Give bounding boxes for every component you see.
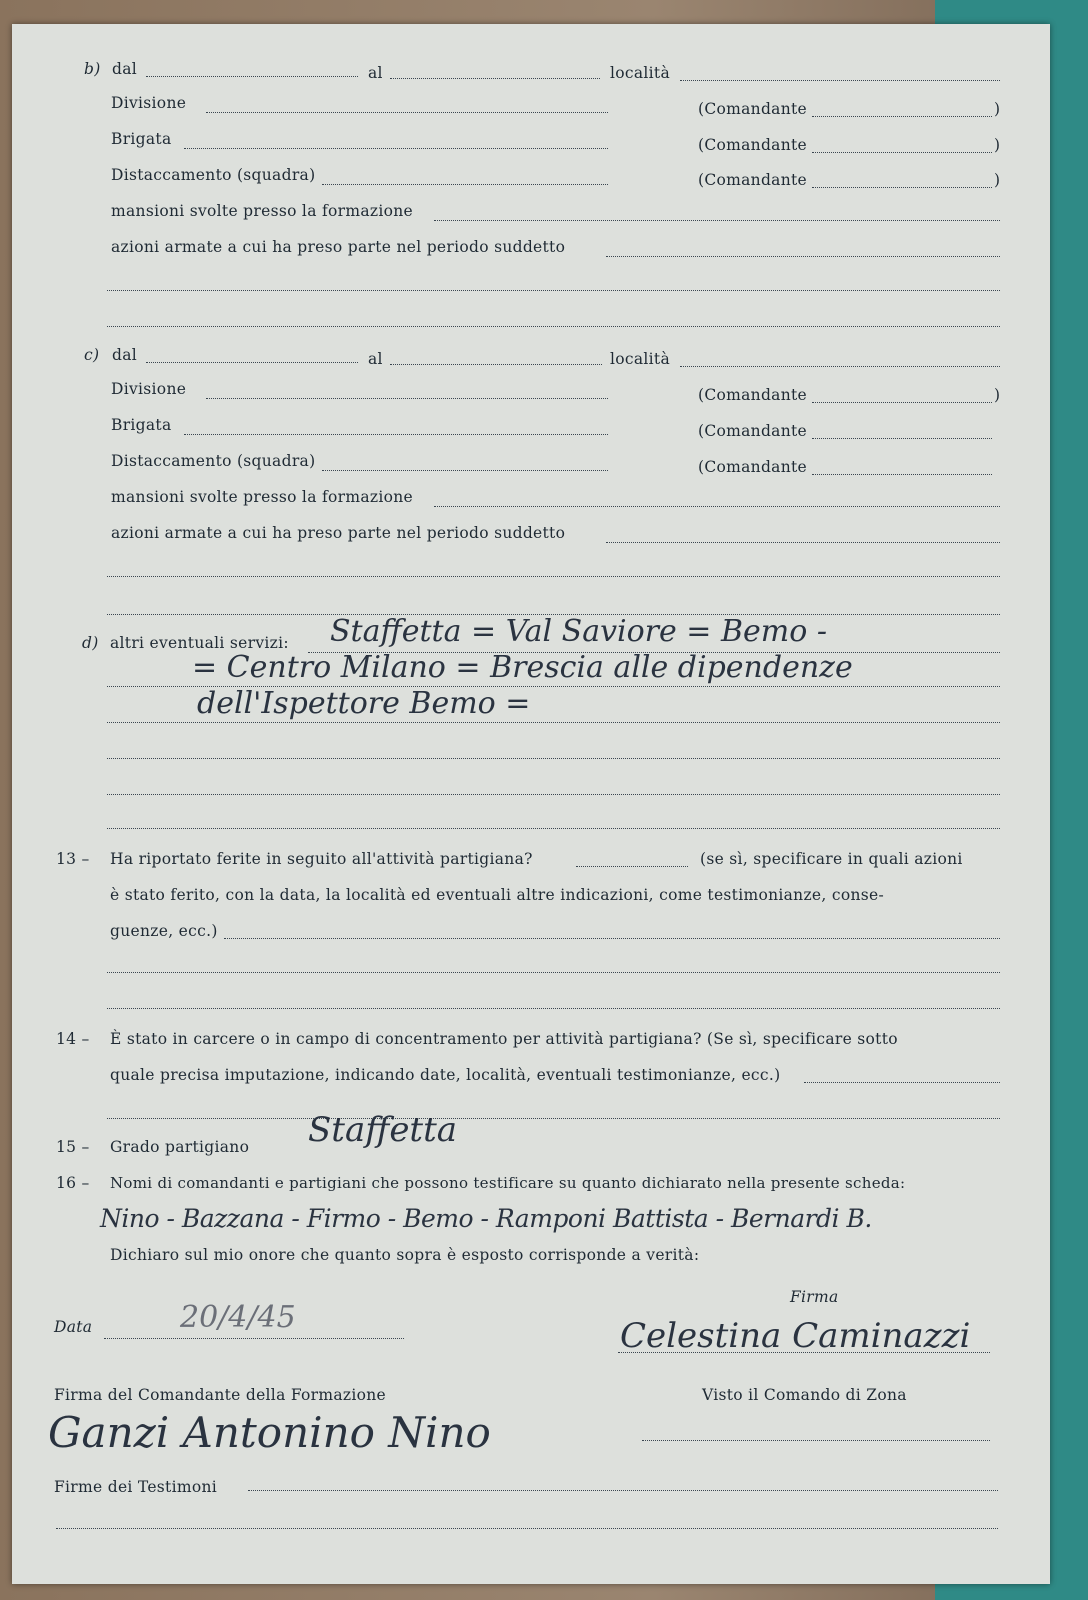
section-c-brigata-comandante-label: (Comandante <box>698 422 808 440</box>
q13-details-line-2[interactable] <box>107 972 1000 973</box>
q15-answer: Staffetta <box>308 1110 458 1150</box>
section-c-azioni-label: azioni armate a cui ha preso parte nel periodo suddetto <box>111 524 566 542</box>
section-c-dal-label: dal <box>112 346 138 364</box>
section-c-distaccamento-field[interactable] <box>322 470 608 471</box>
q13-number: 13 – <box>56 850 90 868</box>
q14-answer-field[interactable] <box>804 1082 1000 1083</box>
section-c-letter: c) <box>84 346 100 364</box>
section-b-distaccamento-comandante-field[interactable] <box>812 187 992 188</box>
section-b-azioni-line-3[interactable] <box>107 326 1000 327</box>
section-c-distaccamento-comandante-label: (Comandante <box>698 458 808 476</box>
section-b-al-field[interactable] <box>390 78 600 79</box>
q13-line-2: è stato ferito, con la data, la località ed eventuali altre indicazioni, come testimonianze, conse- <box>110 886 885 904</box>
section-b-mansioni-field[interactable] <box>434 220 1000 221</box>
q14-answer-line-2[interactable] <box>107 1118 1000 1119</box>
visto-comando-zona-field[interactable] <box>642 1440 990 1441</box>
q15-number: 15 – <box>56 1138 90 1156</box>
section-b-divisione-label: Divisione <box>111 94 187 112</box>
section-c-distaccamento-comandante-field[interactable] <box>812 474 992 475</box>
section-b-brigata-comandante-label: (Comandante <box>698 136 808 154</box>
section-b-al-label: al <box>368 64 383 82</box>
section-b-localita-label: località <box>610 64 670 82</box>
section-d-letter: d) <box>82 634 99 652</box>
section-b-close-paren-1: ) <box>994 100 1001 118</box>
q14-question: È stato in carcere o in campo di concentramento per attività partigiana? (Se sì, specificare sotto <box>110 1030 898 1048</box>
q15-label: Grado partigiano <box>110 1138 250 1156</box>
section-b-divisione-comandante-field[interactable] <box>812 116 992 117</box>
q13-details-line-3[interactable] <box>107 1008 1000 1009</box>
section-b-azioni-label: azioni armate a cui ha preso parte nel periodo suddetto <box>111 238 566 256</box>
section-c-distaccamento-label: Distaccamento (squadra) <box>111 452 316 470</box>
section-b-distaccamento-label: Distaccamento (squadra) <box>111 166 316 184</box>
section-b-divisione-comandante-label: (Comandante <box>698 100 808 118</box>
data-label: Data <box>54 1318 93 1336</box>
form-sheet <box>12 24 1050 1584</box>
section-b-distaccamento-comandante-label: (Comandante <box>698 171 808 189</box>
q13-answer-field[interactable] <box>576 866 688 867</box>
firma-value: Celestina Caminazzi <box>620 1316 971 1356</box>
section-b-localita-field[interactable] <box>680 80 1000 81</box>
section-c-mansioni-field[interactable] <box>434 506 1000 507</box>
section-b-close-paren-3: ) <box>994 171 1001 189</box>
q16-label: Nomi di comandanti e partigiani che possono testificare su quanto dichiarato nella presente scheda: <box>110 1174 906 1192</box>
q13-line-3: guenze, ecc.) <box>110 922 218 940</box>
section-d-answer-line-2: = Centro Milano = Brescia alle dipendenze <box>192 650 853 685</box>
section-c-al-field[interactable] <box>390 364 602 365</box>
visto-comando-zona-label: Visto il Comando di Zona <box>702 1386 907 1404</box>
data-field[interactable] <box>104 1338 404 1339</box>
q13-details-field[interactable] <box>224 938 1000 939</box>
q16-number: 16 – <box>56 1174 90 1192</box>
section-b-dal-field[interactable] <box>146 76 358 77</box>
section-c-brigata-field[interactable] <box>184 434 608 435</box>
section-c-mansioni-label: mansioni svolte presso la formazione <box>111 488 413 506</box>
section-c-brigata-comandante-field[interactable] <box>812 438 992 439</box>
q14-line-2: quale precisa imputazione, indicando date, località, eventuali testimonianze, ecc.) <box>110 1066 781 1084</box>
section-c-localita-label: località <box>610 350 670 368</box>
section-b-azioni-field[interactable] <box>606 256 1000 257</box>
section-b-brigata-label: Brigata <box>111 130 172 148</box>
comandante-formazione-label: Firma del Comandante della Formazione <box>54 1386 387 1404</box>
section-d-answer-line-1: Staffetta = Val Saviore = Bemo - <box>330 614 827 649</box>
section-b-dal-label: dal <box>112 60 138 78</box>
section-b-mansioni-label: mansioni svolte presso la formazione <box>111 202 413 220</box>
section-c-brigata-label: Brigata <box>111 416 172 434</box>
section-b-close-paren-2: ) <box>994 136 1001 154</box>
section-c-divisione-comandante-label: (Comandante <box>698 386 808 404</box>
section-b-letter: b) <box>84 60 101 78</box>
section-b-distaccamento-field[interactable] <box>322 184 608 185</box>
section-d-line-6[interactable] <box>107 828 1000 829</box>
section-d-line-3[interactable] <box>107 722 1000 723</box>
section-b-brigata-field[interactable] <box>184 148 608 149</box>
section-c-azioni-line-2[interactable] <box>107 576 1000 577</box>
comandante-formazione-signature: Ganzi Antonino Nino <box>48 1408 491 1457</box>
testimoni-field[interactable] <box>248 1490 998 1491</box>
q16-answer: Nino - Bazzana - Firmo - Bemo - Ramponi Battista - Bernardi B. <box>100 1204 872 1233</box>
section-c-al-label: al <box>368 350 383 368</box>
section-c-localita-field[interactable] <box>680 366 1000 367</box>
section-c-divisione-label: Divisione <box>111 380 187 398</box>
section-c-divisione-comandante-field[interactable] <box>812 402 992 403</box>
q14-number: 14 – <box>56 1030 90 1048</box>
data-value: 20/4/45 <box>180 1300 296 1335</box>
section-d-label: altri eventuali servizi: <box>110 634 289 652</box>
firma-label: Firma <box>790 1288 839 1306</box>
section-c-divisione-field[interactable] <box>206 398 608 399</box>
section-c-dal-field[interactable] <box>146 362 358 363</box>
section-b-divisione-field[interactable] <box>206 112 608 113</box>
declaration-text: Dichiaro sul mio onore che quanto sopra è esposto corrisponde a verità: <box>110 1246 700 1264</box>
q13-question: Ha riportato ferite in seguito all'attività partigiana? <box>110 850 533 868</box>
section-b-brigata-comandante-field[interactable] <box>812 152 992 153</box>
section-b-azioni-line-2[interactable] <box>107 290 1000 291</box>
section-c-azioni-field[interactable] <box>606 542 1000 543</box>
section-d-line-4[interactable] <box>107 758 1000 759</box>
section-d-answer-line-3: dell'Ispettore Bemo = <box>197 686 531 721</box>
q13-question-cont: (se sì, specificare in quali azioni <box>700 850 963 868</box>
testimoni-line-2[interactable] <box>56 1528 998 1529</box>
section-d-line-5[interactable] <box>107 794 1000 795</box>
testimoni-label: Firme dei Testimoni <box>54 1478 218 1496</box>
section-c-close-paren: ) <box>994 386 1001 404</box>
